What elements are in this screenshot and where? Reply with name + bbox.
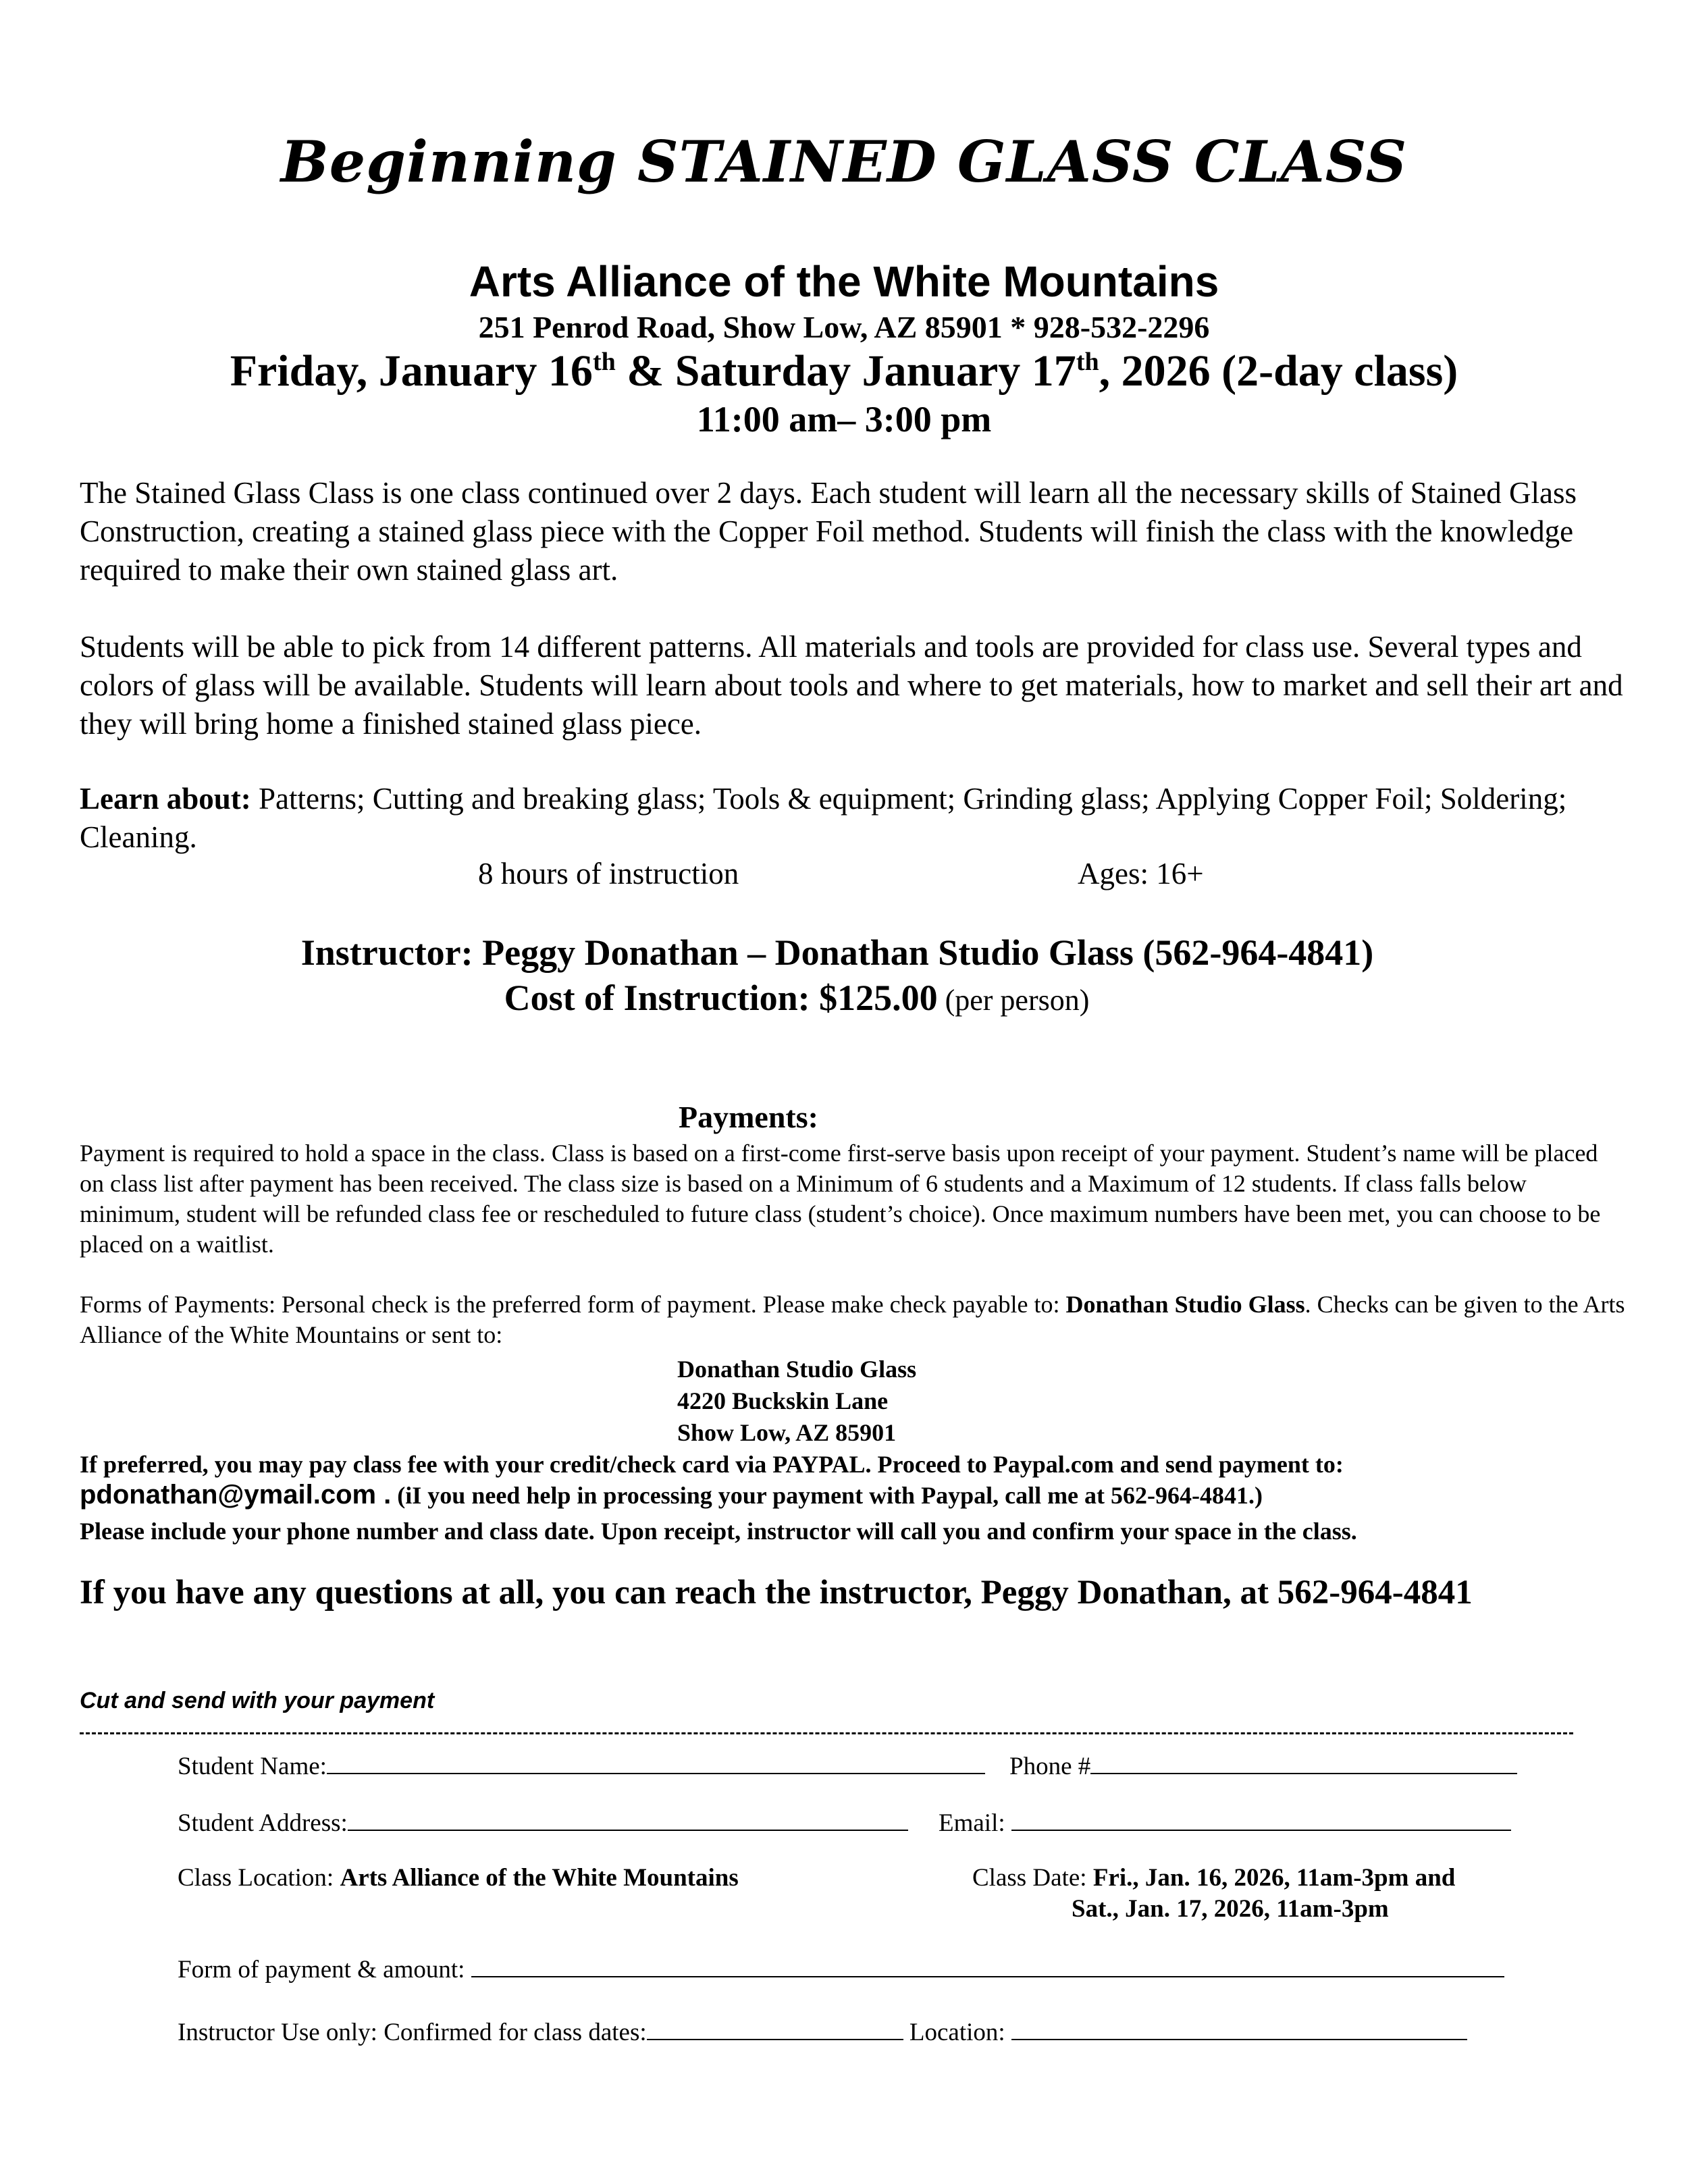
payee-name: Donathan Studio Glass xyxy=(1065,1291,1305,1318)
class-date-value-2: Sat., Jan. 17, 2026, 11am-3pm xyxy=(1072,1895,1389,1923)
cut-instructions: Cut and send with your payment xyxy=(80,1688,435,1713)
date-tail: , 2026 (2-day class) xyxy=(1099,346,1458,396)
cost-line xyxy=(0,977,1641,1019)
email-label: Email: xyxy=(939,1809,1011,1837)
materials-paragraph: Students will be able to pick from 14 different patterns. All materials and tools are provided for class use. Several types and colors of glass will be available. Students will learn about tools and where to get materials, how to market and sell their art and they will bring home a finished stained glass piece. xyxy=(80,630,1623,741)
ordinal-suffix: th xyxy=(592,348,616,376)
payment-amount-label: Form of payment & amount: xyxy=(178,1956,471,1983)
mailing-city: Show Low, AZ 85901 xyxy=(677,1419,897,1446)
student-address-label: Student Address: xyxy=(178,1809,348,1837)
organization-address: 251 Penrod Road, Show Low, AZ 85901 * 928-532-2296 xyxy=(478,310,1210,344)
student-address-row xyxy=(178,1807,908,1838)
description-paragraph: The Stained Glass Class is one class continued over 2 days. Each student will learn all the necessary skills of Stained Glass Construction, creating a stained glass piece with the Copper Foil method. Students will finish the class with the knowledge required to make their own stained glass art. xyxy=(80,476,1577,587)
email-field[interactable] xyxy=(1011,1807,1511,1831)
paypal-instructions: If preferred, you may pay class fee with your credit/check card via PAYPAL. Proceed to Paypal.com and send payment to: xyxy=(80,1451,1344,1478)
class-date-value-1: Fri., Jan. 16, 2026, 11am-3pm and xyxy=(1092,1864,1456,1892)
learn-about-text: Patterns; Cutting and breaking glass; Tools & equipment; Grinding glass; Applying Copper Foil; Soldering; Cleaning. xyxy=(80,782,1567,854)
paypal-email-line xyxy=(80,1480,1263,1511)
paypal-help: (iI you need help in processing your payment with Paypal, call me at 562-964-4841.) xyxy=(391,1482,1263,1509)
mailing-street: 4220 Buckskin Lane xyxy=(677,1387,889,1414)
location-label: Location: xyxy=(903,2019,1011,2046)
ages-requirement: Ages: 16+ xyxy=(1078,857,1204,890)
cost-label: Cost of Instruction: $125.00 xyxy=(504,978,938,1018)
instructor-use-row xyxy=(178,2016,1467,2047)
student-name-field[interactable] xyxy=(327,1750,985,1774)
include-instructions: Please include your phone number and class date. Upon receipt, instructor will call you and confirm your space in the class. xyxy=(80,1518,1357,1545)
class-time: 11:00 am– 3:00 pm xyxy=(696,399,992,440)
organization-name: Arts Alliance of the White Mountains xyxy=(469,257,1219,306)
class-date-label: Class Date: xyxy=(972,1864,1093,1892)
forms-of-payment xyxy=(80,1289,1626,1350)
hours-of-instruction: 8 hours of instruction xyxy=(478,857,739,890)
paypal-email[interactable]: pdonathan@ymail.com . xyxy=(80,1480,392,1510)
location-field[interactable] xyxy=(1011,2016,1467,2040)
cut-line xyxy=(80,1732,1573,1734)
payments-heading: Payments: xyxy=(679,1100,818,1134)
ordinal-suffix: th xyxy=(1076,348,1099,376)
instructor-line: Instructor: Peggy Donathan – Donathan Studio Glass (562-964-4841) xyxy=(300,932,1374,973)
student-address-field[interactable] xyxy=(348,1807,908,1831)
phone-label: Phone # xyxy=(1009,1753,1091,1780)
student-name-row xyxy=(178,1750,985,1781)
class-location-label: Class Location: xyxy=(178,1864,340,1892)
class-location-value: Arts Alliance of the White Mountains xyxy=(340,1864,739,1892)
email-row xyxy=(939,1807,1511,1838)
date-saturday: & Saturday January 17 xyxy=(615,346,1076,396)
learn-about-label: Learn about: xyxy=(80,782,251,816)
date-friday: Friday, January 16 xyxy=(230,346,593,396)
student-name-label: Student Name: xyxy=(178,1753,327,1780)
payments-paragraph: Payment is required to hold a space in the class. Class is based on a first-come first-serve basis upon receipt of your payment. Student’s name will be placed on class list after payment has been received. The class size is based on a Minimum of 6 students and a Maximum of 12 students. If class falls below minimum, student will be refunded class fee or rescheduled to future class (student’s choice). Once maximum numbers have been met, you can choose to be placed on a waitlist. xyxy=(80,1140,1601,1258)
class-dates xyxy=(0,346,1688,397)
cost-note: (per person) xyxy=(937,984,1090,1017)
mailing-name: Donathan Studio Glass xyxy=(677,1356,917,1383)
phone-row xyxy=(1009,1750,1517,1781)
page-title: Beginning STAINED GLASS CLASS xyxy=(280,128,1408,195)
payment-amount-field[interactable] xyxy=(471,1953,1504,1977)
confirmed-dates-field[interactable] xyxy=(647,2016,903,2040)
payment-amount-row xyxy=(178,1953,1504,1984)
class-date-row xyxy=(972,1863,1455,1892)
instructor-use-label: Instructor Use only: Confirmed for class dates: xyxy=(178,2019,647,2046)
forms-text-2: . Checks can be given to the Arts Alliance of the White Mountains or sent to: xyxy=(80,1291,1625,1348)
class-location-row xyxy=(178,1863,739,1892)
phone-field[interactable] xyxy=(1090,1750,1517,1774)
learn-about-paragraph xyxy=(80,780,1626,857)
questions-contact: If you have any questions at all, you can reach the instructor, Peggy Donathan, at 562-964-4841 xyxy=(80,1574,1473,1612)
forms-text-1: Forms of Payments: Personal check is the preferred form of payment. Please make check payable to: xyxy=(80,1291,1066,1318)
